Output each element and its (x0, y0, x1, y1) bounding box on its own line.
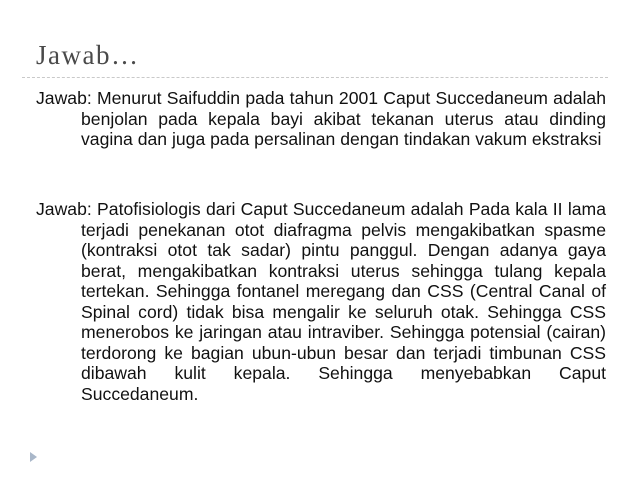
answer-paragraph-1: Jawab: Menurut Saifuddin pada tahun 2001 Caput Succedaneum adalah benjolan pada kepala bayi akibat tekanan uterus atau dinding vagina dan juga pada persalinan dengan tindakan vakum ekstraksi (36, 88, 606, 149)
triangle-bullet-icon (30, 452, 37, 462)
answer-paragraph-2: Jawab: Patofisiologis dari Caput Succedaneum adalah Pada kala II lama terjadi penekanan otot diafragma pelvis mengakibatkan spasme (kontraksi otot tak sadar) pintu panggul. Dengan adanya gaya berat, mengakibatkan kontraksi uterus sehingga tulang kepala tertekan. Sehingga fontanel meregang dan CSS (Central Canal of Spinal cord) tidak bisa mengalir ke seluruh otak. Sehingga CSS menerobos ke jaringan atau intraviber. Sehingga potensial (cairan) terdorong ke bagian ubun-ubun besar dan terjadi timbunan CSS dibawah kulit kepala. Sehingga menyebabkan Caput Succedaneum. (36, 199, 606, 404)
title-divider (22, 77, 608, 78)
slide-title: Jawab… (36, 40, 140, 70)
